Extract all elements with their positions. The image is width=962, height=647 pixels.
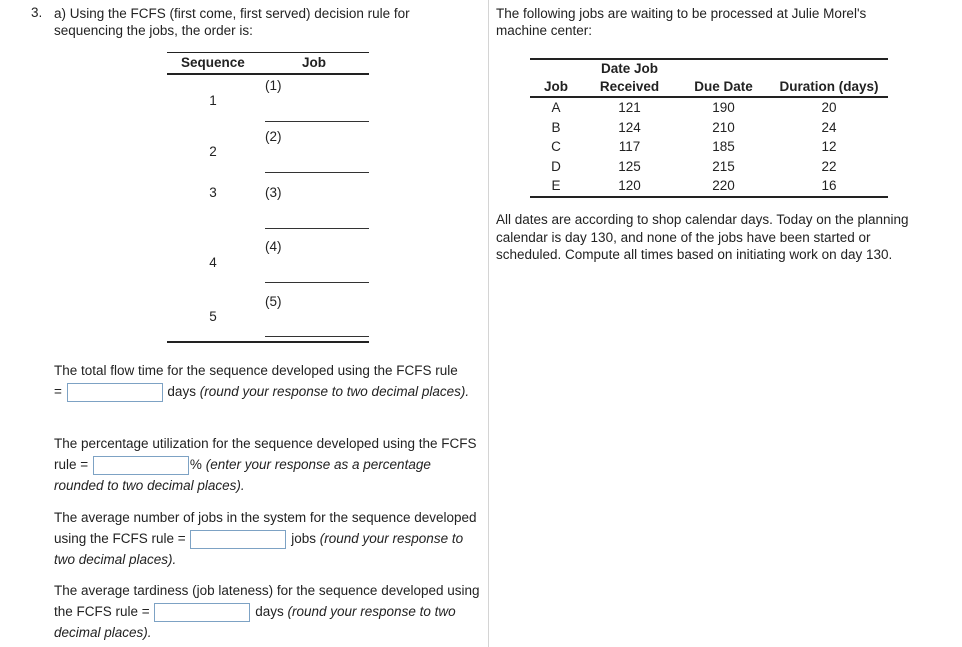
sequence-table-bottom-rule: [167, 341, 369, 343]
sequence-table-top-rule: [167, 52, 369, 53]
jobs-table: [530, 58, 888, 198]
jobs-col-duration: Duration (days): [779, 79, 879, 94]
avg-jobs-hint: (round your response to two decimal places).: [54, 531, 464, 567]
avg-jobs-unit: jobs: [291, 531, 316, 546]
avg-tardiness-question: [54, 580, 482, 643]
job-received: 125: [618, 158, 641, 174]
job-due: 215: [712, 158, 735, 174]
utilization-question: [54, 433, 482, 496]
job-duration: 16: [821, 178, 837, 193]
job-header: Job: [302, 55, 327, 70]
jobs-col-job: Job: [543, 79, 568, 94]
sequence-table-header-rule: [167, 73, 369, 75]
job-received: 121: [618, 100, 641, 115]
flow-time-hint: (round your response to two decimal places).: [199, 384, 470, 399]
table-row: [530, 157, 888, 177]
utilization-unit: %: [189, 457, 202, 472]
job-slot-label-5: (5): [265, 294, 282, 309]
job-duration: 20: [821, 100, 837, 115]
job-id: E: [551, 178, 561, 193]
flow-time-input[interactable]: [67, 383, 163, 402]
flow-time-equals: =: [54, 384, 62, 399]
flow-time-label: The total flow time for the sequence developed using the FCFS rule: [54, 363, 458, 378]
sequence-number-4: 4: [209, 255, 217, 270]
table-row: [530, 118, 888, 138]
flow-time-question: [54, 360, 482, 402]
job-duration: 24: [821, 119, 837, 135]
jobs-col-received-line1: Date Job: [600, 61, 658, 76]
job-due: 210: [712, 119, 735, 135]
job-slot-input-4[interactable]: [265, 282, 369, 283]
job-slot-label-2: (2): [265, 129, 282, 144]
job-slot-label-4: (4): [265, 239, 282, 254]
job-id: C: [551, 139, 561, 154]
sequence-header: Sequence: [181, 55, 245, 70]
job-id: D: [551, 158, 561, 174]
sequence-number-1: 1: [209, 93, 217, 108]
avg-tardiness-input[interactable]: [154, 603, 250, 622]
column-divider: [488, 0, 489, 647]
question-number: 3.: [31, 5, 43, 20]
job-slot-label-3: (3): [265, 185, 282, 200]
job-slot-input-1[interactable]: [265, 121, 369, 122]
calendar-note: All dates are according to shop calendar days. Today on the planning calendar is day 130, and none of the jobs have been started or scheduled. Compute all times based on initiating work on day 130.: [496, 212, 909, 262]
utilization-hint: (enter your response as a percentage rounded to two decimal places).: [54, 457, 431, 493]
utilization-input[interactable]: [93, 456, 189, 475]
avg-tardiness-label: The average tardiness (job lateness) for the sequence developed using the FCFS rule =: [54, 583, 480, 619]
avg-tardiness-unit: days: [255, 604, 284, 619]
table-row: [530, 137, 888, 157]
sequence-number-3: 3: [209, 185, 217, 200]
job-id: B: [551, 119, 561, 135]
jobs-col-received-line2: Received: [599, 79, 660, 94]
job-slot-input-5[interactable]: [265, 336, 369, 337]
table-row: [530, 97, 888, 118]
job-received: 120: [618, 178, 641, 193]
table-row: [530, 176, 888, 197]
avg-jobs-label: The average number of jobs in the system for the sequence developed using the FCFS rule =: [54, 510, 477, 546]
job-duration: 22: [821, 158, 837, 174]
question-text: a) Using the FCFS (first come, first served) decision rule for sequencing the jobs, the order is:: [54, 6, 410, 38]
avg-jobs-input[interactable]: [190, 530, 286, 549]
job-slot-input-2[interactable]: [265, 172, 369, 173]
job-slot-input-3[interactable]: [265, 228, 369, 229]
utilization-label: The percentage utilization for the sequence developed using the FCFS rule =: [54, 436, 477, 472]
job-due: 220: [712, 178, 735, 193]
jobs-intro: The following jobs are waiting to be processed at Julie Morel's machine center:: [496, 6, 867, 38]
jobs-col-due: Due Date: [694, 79, 753, 94]
job-id: A: [551, 100, 561, 115]
sequence-number-5: 5: [209, 309, 217, 324]
job-due: 190: [712, 100, 735, 115]
job-slot-label-1: (1): [265, 78, 282, 93]
job-received: 117: [618, 139, 641, 154]
job-due: 185: [712, 139, 735, 154]
job-received: 124: [618, 119, 641, 135]
sequence-number-2: 2: [209, 144, 217, 159]
flow-time-unit: days: [167, 384, 196, 399]
jobs-col-received: [582, 59, 677, 97]
avg-jobs-question: [54, 507, 482, 570]
avg-tardiness-hint: (round your response to two decimal places).: [54, 604, 456, 640]
job-duration: 12: [821, 139, 837, 154]
